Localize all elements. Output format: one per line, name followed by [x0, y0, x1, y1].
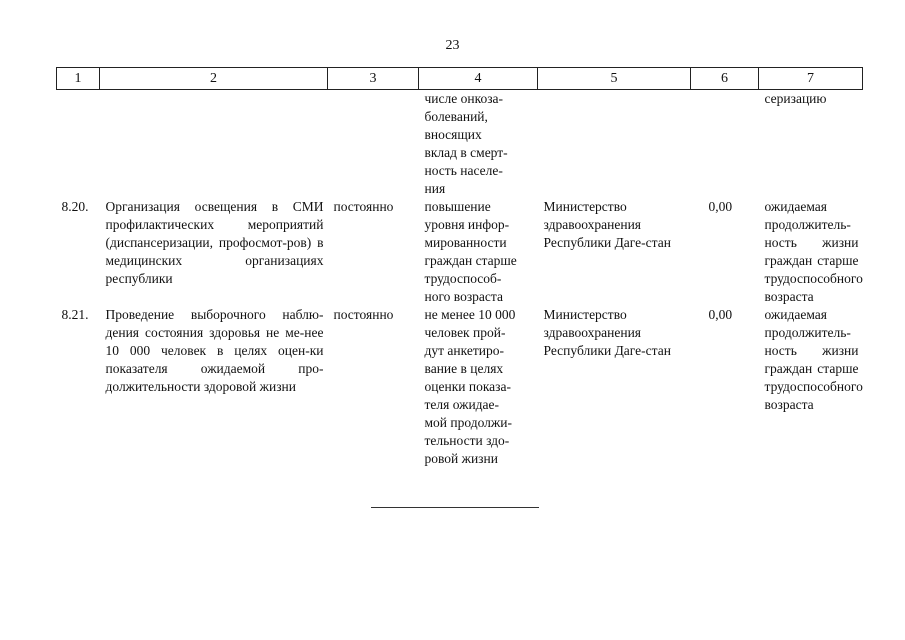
column-header-6: 6	[691, 68, 759, 90]
column-header-5: 5	[538, 68, 691, 90]
executor-cell: Министерство здравоохранения Республики Даге-стан	[543, 199, 671, 250]
page-number: 23	[445, 38, 460, 53]
table-row	[57, 198, 863, 306]
result-cell: не менее 10 000 человек прой- дут анкетиро- вание в целях оценки показа- теля ожидае- мой продолжи- тельности здо- ровой жизни	[424, 307, 516, 466]
column-header-4: 4	[419, 68, 538, 90]
column-header-7: 7	[759, 68, 863, 90]
end-divider-line	[371, 507, 539, 508]
funding-cell: 0,00	[708, 199, 733, 214]
indicator-cell: ожидаемая продолжитель-ность жизни граждан старше трудоспособного возраста	[764, 307, 863, 412]
table-row	[57, 306, 863, 468]
activity-cell: Проведение выборочного наблю-дения состояния здоровья не ме-нее 10 000 человек в целях оцен-ки показателя ожидаемой про-должительности здоровой жизни	[105, 307, 324, 394]
column-header-1: 1	[57, 68, 100, 90]
table-row-continuation	[57, 90, 863, 199]
result-cell: повышение уровня инфор- мированности граждан старше трудоспособ- ного возраста	[424, 199, 517, 304]
measures-table	[56, 67, 863, 468]
column-header-3: 3	[328, 68, 419, 90]
funding-cell: 0,00	[708, 307, 733, 322]
row-number: 8.20.	[61, 199, 89, 214]
table-header	[57, 68, 863, 90]
term-cell: постоянно	[333, 199, 394, 214]
column-header-2: 2	[100, 68, 328, 90]
result-cell: числе онкоза- болеваний, вносящих вклад в смерт- ность населе- ния	[424, 91, 508, 196]
term-cell: постоянно	[333, 307, 394, 322]
indicator-cell: серизацию	[764, 91, 827, 106]
activity-cell: Организация освещения в СМИ профилактических мероприятий (диспансеризации, профосмот-ров) в медицинских организациях республики	[105, 199, 324, 286]
row-number: 8.21.	[61, 307, 89, 322]
indicator-cell: ожидаемая продолжитель-ность жизни граждан старше трудоспособного возраста	[764, 199, 863, 304]
executor-cell: Министерство здравоохранения Республики Даге-стан	[543, 307, 671, 358]
